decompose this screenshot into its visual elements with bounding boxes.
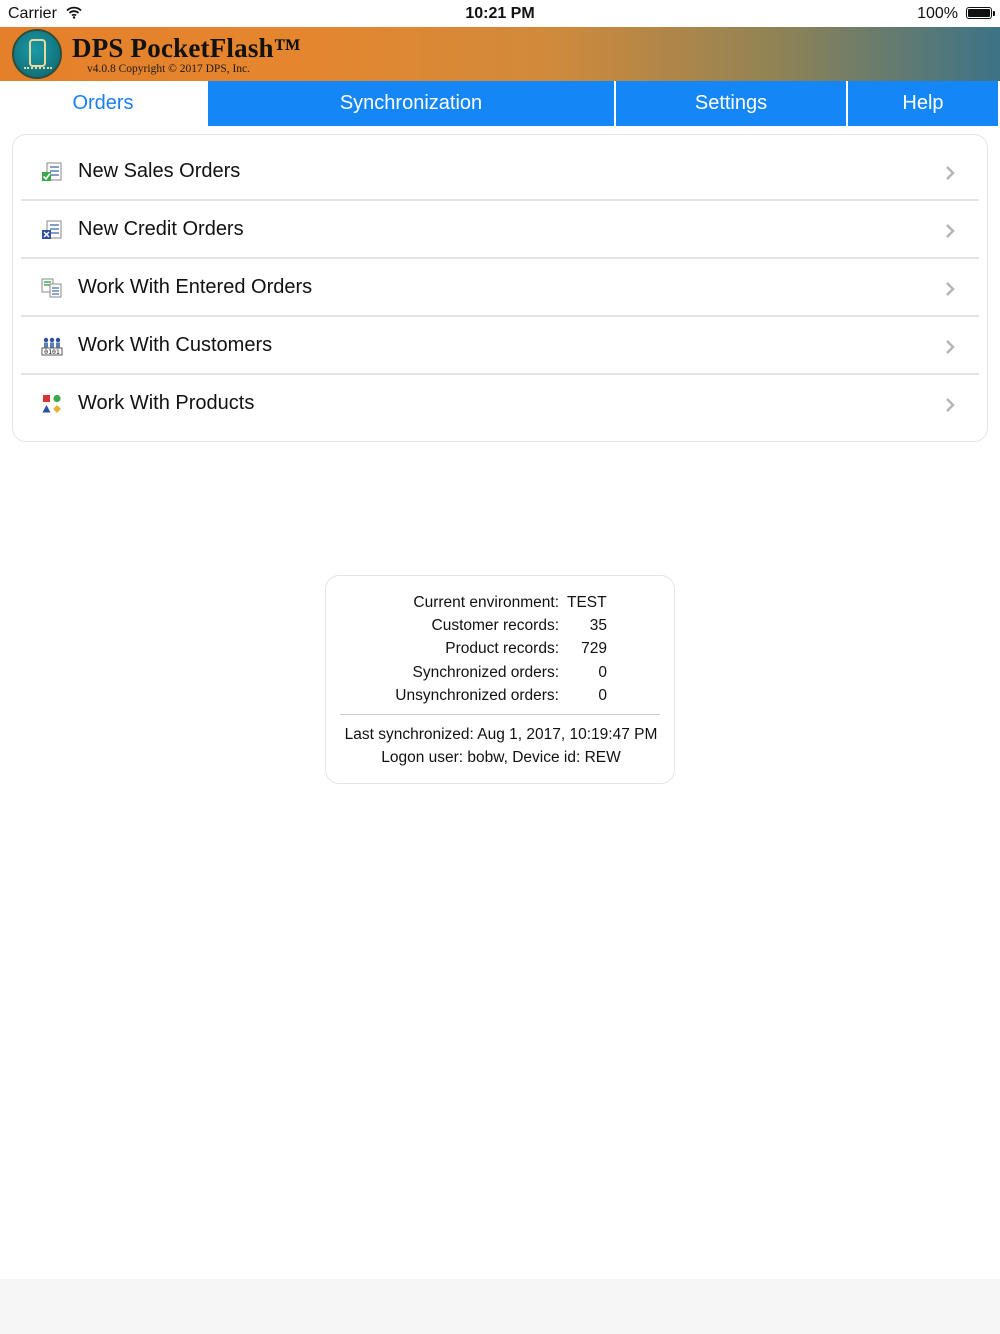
customers-icon bbox=[41, 336, 63, 356]
stat-value: 0 bbox=[598, 687, 607, 704]
wifi-icon bbox=[66, 6, 82, 24]
environment-value: TEST bbox=[567, 594, 607, 611]
credit-order-icon bbox=[41, 220, 63, 240]
stat-label: Customer records: bbox=[431, 617, 559, 634]
app-banner bbox=[0, 27, 1000, 81]
stat-value: 0 bbox=[598, 664, 607, 681]
stat-value: 729 bbox=[581, 640, 607, 657]
entered-orders-icon bbox=[41, 278, 63, 298]
tab-settings[interactable]: Settings bbox=[614, 81, 846, 126]
environment-row bbox=[326, 594, 676, 614]
menu-item-label: Work With Entered Orders bbox=[78, 276, 313, 298]
tab-synchronization[interactable]: Synchronization bbox=[206, 81, 614, 126]
clock: 10:21 PM bbox=[465, 5, 535, 22]
stat-row-product-records bbox=[326, 640, 676, 660]
stat-label: Unsynchronized orders: bbox=[395, 687, 559, 704]
menu-item-label: Work With Customers bbox=[78, 334, 273, 356]
menu-item-label: Work With Products bbox=[78, 392, 255, 414]
info-divider bbox=[340, 714, 660, 715]
stat-value: 35 bbox=[589, 617, 607, 634]
logon-info: Logon user: bobw, Device id: REW bbox=[381, 749, 621, 766]
menu-item-new-credit-orders[interactable] bbox=[21, 201, 979, 259]
stat-row-customer-records bbox=[326, 617, 676, 637]
chevron-right-icon bbox=[945, 165, 955, 181]
tab-bar bbox=[0, 81, 1000, 126]
stat-row-synchronized-orders bbox=[326, 664, 676, 684]
carrier-label: Carrier bbox=[8, 5, 57, 22]
tab-orders[interactable]: Orders bbox=[0, 81, 206, 126]
tab-help[interactable]: Help bbox=[846, 81, 998, 126]
app-title: DPS PocketFlash™ bbox=[72, 33, 301, 63]
pocketflash-logo-icon bbox=[12, 29, 62, 79]
sales-order-icon bbox=[41, 162, 63, 182]
chevron-right-icon bbox=[945, 339, 955, 355]
chevron-right-icon bbox=[945, 397, 955, 413]
menu-item-label: New Credit Orders bbox=[78, 218, 244, 240]
products-icon bbox=[41, 394, 63, 414]
chevron-right-icon bbox=[945, 223, 955, 239]
menu-item-label: New Sales Orders bbox=[78, 160, 241, 182]
orders-menu bbox=[12, 134, 988, 442]
environment-label: Current environment: bbox=[413, 594, 559, 611]
battery-icon bbox=[966, 7, 992, 19]
battery-tip bbox=[993, 11, 995, 16]
environment-info-card bbox=[325, 575, 675, 784]
menu-item-work-with-entered-orders[interactable] bbox=[21, 259, 979, 317]
menu-item-new-sales-orders[interactable] bbox=[21, 143, 979, 201]
battery-percent: 100% bbox=[917, 5, 958, 22]
menu-item-work-with-products[interactable] bbox=[21, 375, 979, 433]
stat-label: Product records: bbox=[445, 640, 559, 657]
bottom-toolbar bbox=[0, 1279, 1000, 1334]
chevron-right-icon bbox=[945, 281, 955, 297]
status-bar bbox=[0, 0, 1000, 27]
stat-row-unsynchronized-orders bbox=[326, 687, 676, 707]
last-synchronized: Last synchronized: Aug 1, 2017, 10:19:47 PM bbox=[344, 726, 658, 743]
menu-item-work-with-customers[interactable] bbox=[21, 317, 979, 375]
stat-label: Synchronized orders: bbox=[412, 664, 559, 681]
svg-text:0101: 0101 bbox=[44, 348, 60, 356]
app-version-copyright: v4.0.8 Copyright © 2017 DPS, Inc. bbox=[87, 63, 251, 75]
